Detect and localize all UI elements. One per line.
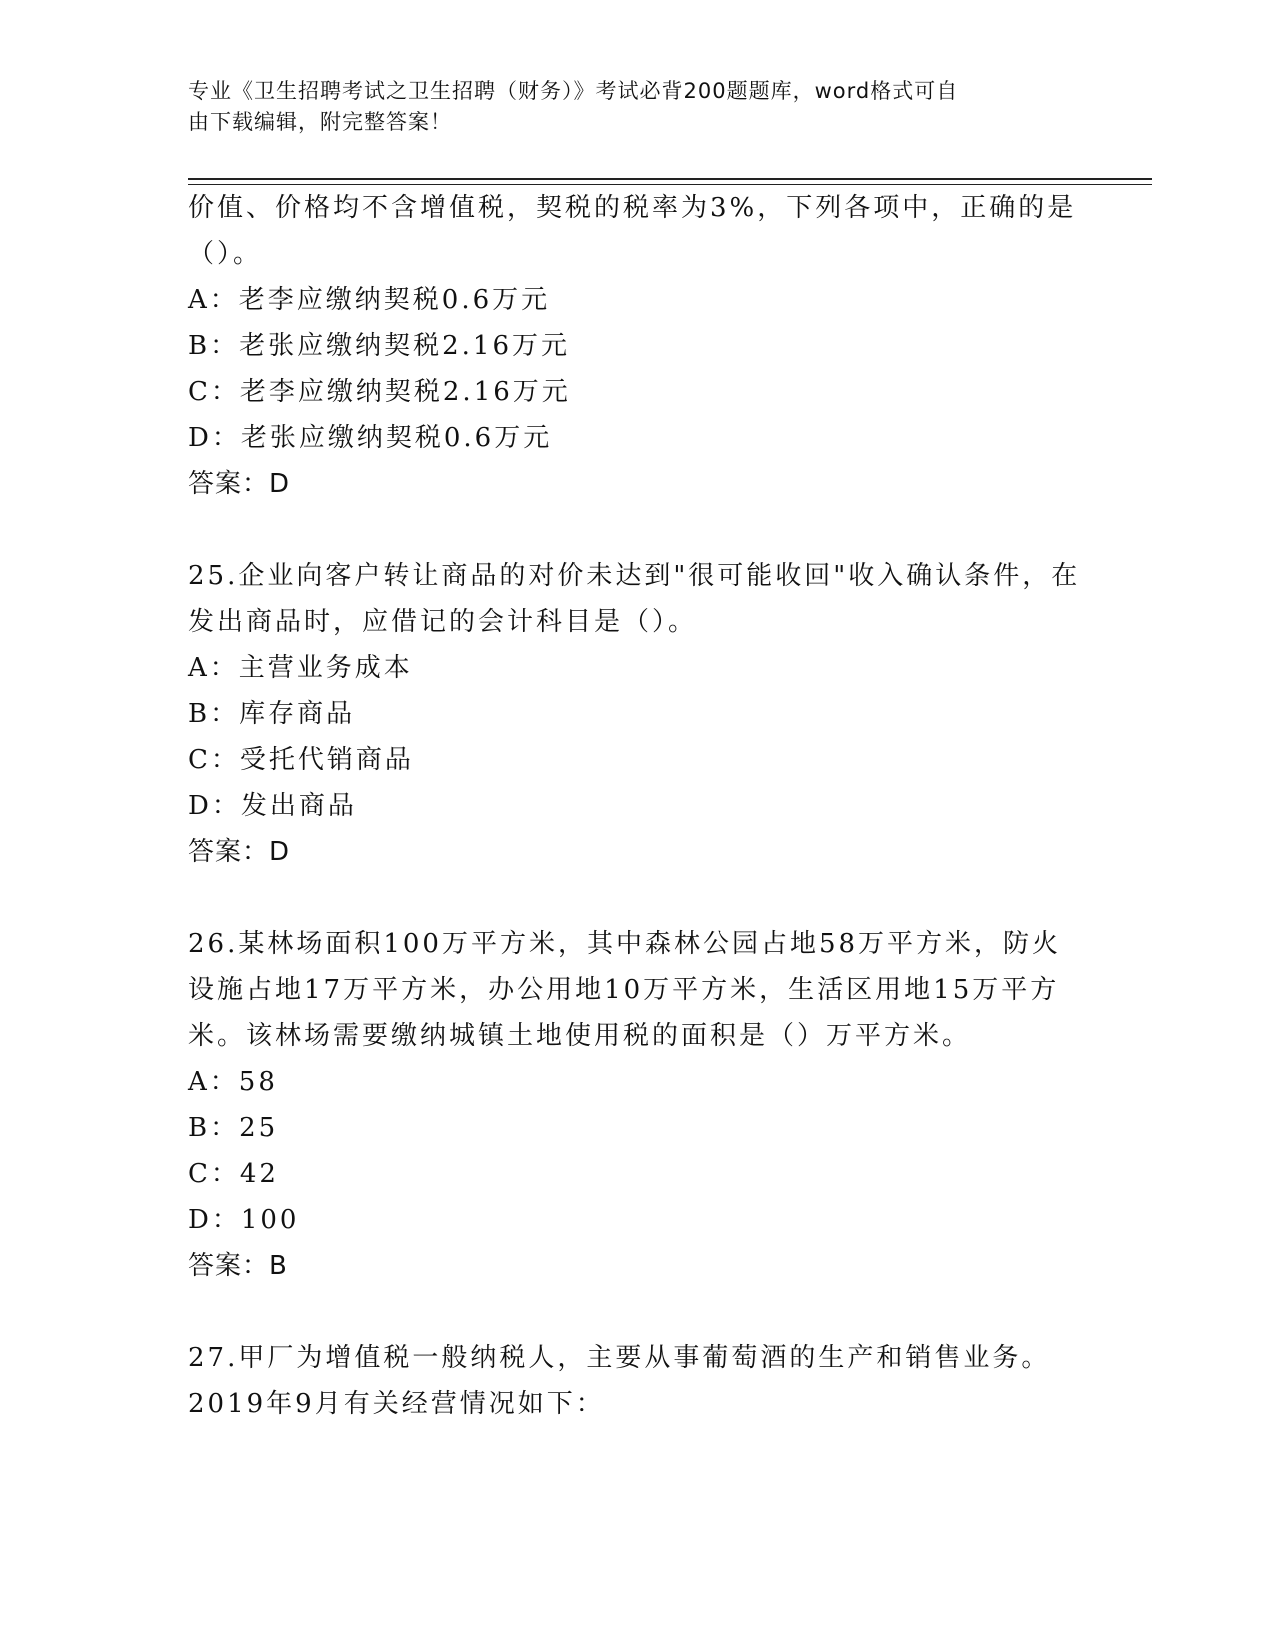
option-d: D：老张应缴纳契税0.6万元 [188, 423, 553, 453]
option-a: A：58 [188, 1067, 278, 1097]
question-stem: 发出商品时，应借记的会计科目是（）。 [188, 607, 698, 637]
answer: 答案：B [188, 1251, 288, 1281]
question-stem: 2019年9月有关经营情况如下： [188, 1389, 605, 1419]
option-b: B：老张应缴纳契税2.16万元 [188, 331, 570, 361]
question-26 [188, 921, 1088, 1289]
option-b: B：库存商品 [188, 699, 356, 729]
question-stem: 价值、价格均不含增值税，契税的税率为3%，下列各项中，正确的是 [188, 193, 1077, 223]
question-24 [188, 185, 1088, 507]
option-c: C：42 [188, 1159, 279, 1189]
question-stem: 27.甲厂为增值税一般纳税人，主要从事葡萄酒的生产和销售业务。 [188, 1343, 1051, 1373]
answer: 答案：D [188, 837, 291, 867]
option-d: D：发出商品 [188, 791, 357, 821]
document-header [188, 76, 1068, 138]
option-b: B：25 [188, 1113, 279, 1143]
question-25 [188, 553, 1088, 875]
question-stem: 25.企业向客户转让商品的对价未达到"很可能收回"收入确认条件，在 [188, 561, 1081, 591]
header-line-1: 专业《卫生招聘考试之卫生招聘（财务）》考试必背200题题库，word格式可自 [188, 79, 959, 103]
header-line-2: 由下载编辑，附完整答案！ [188, 110, 452, 134]
question-stem: 26.某林场面积100万平方米，其中森林公园占地58万平方米，防火 [188, 929, 1062, 959]
option-d: D：100 [188, 1205, 300, 1235]
option-c: C：受托代销商品 [188, 745, 414, 775]
option-c: C：老李应缴纳契税2.16万元 [188, 377, 571, 407]
option-a: A：老李应缴纳契税0.6万元 [188, 285, 551, 315]
question-stem: 设施占地17万平方米，办公用地10万平方米，生活区用地15万平方 [188, 975, 1060, 1005]
question-stem: 米。该林场需要缴纳城镇土地使用税的面积是（）万平方米。 [188, 1021, 972, 1051]
answer: 答案：D [188, 469, 291, 499]
question-stem: （）。 [188, 239, 263, 269]
option-a: A：主营业务成本 [188, 653, 413, 683]
question-27 [188, 1335, 1088, 1427]
header-divider-thick [188, 178, 1152, 180]
